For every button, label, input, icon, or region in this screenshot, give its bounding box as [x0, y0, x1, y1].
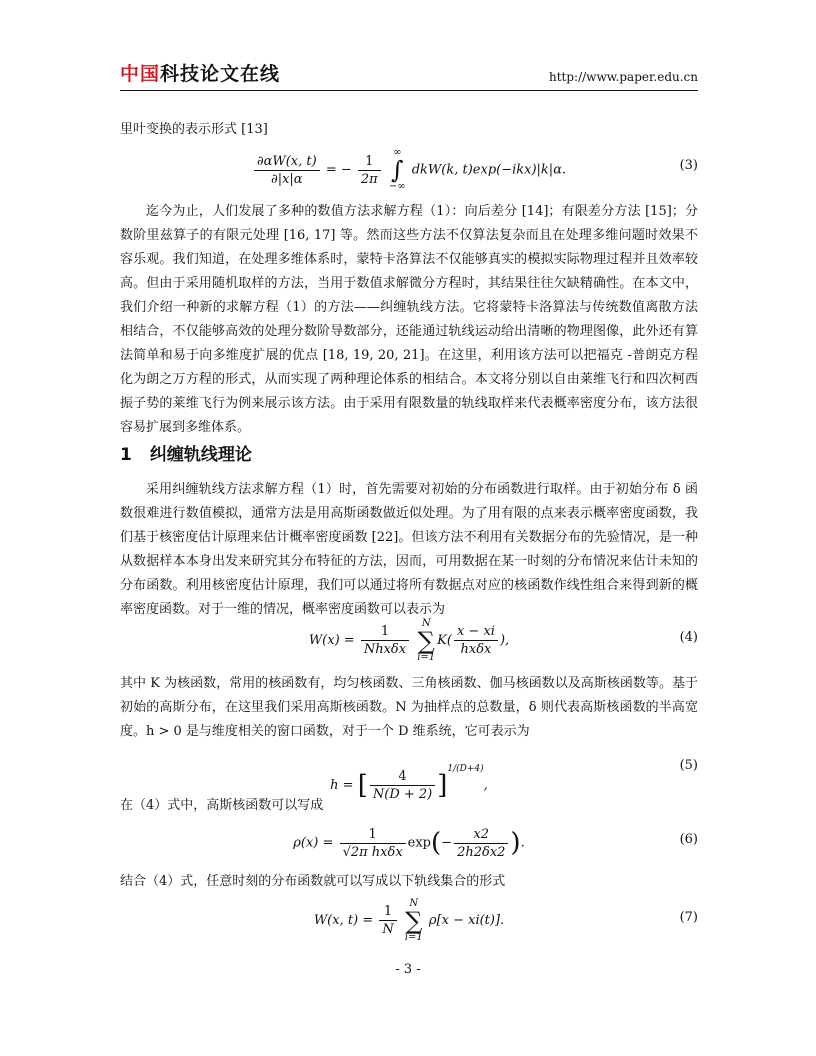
eq4-frac-numerator: 1	[361, 623, 409, 641]
eq4-kernel: K(	[437, 633, 452, 648]
eq3-int-sub: −∞	[388, 181, 406, 192]
equation-3	[120, 148, 698, 192]
eq7-frac-numerator: 1	[379, 903, 396, 921]
eq4-kernel-numerator: x − xi	[454, 623, 498, 641]
logo-black-text: 科技论文在线	[160, 63, 281, 85]
equation-5: h = [ $\frac{4}{N(D + 2)}$ ]$^{1/(D+4)}$, (5)	[330, 758, 698, 802]
eq3-lhs-numerator: ∂αW(x, t)	[254, 153, 320, 171]
eq7-sum-top: N	[409, 897, 419, 909]
eq3-number: (3)	[679, 158, 698, 173]
eq7-lhs: W(x, t) =	[313, 913, 374, 928]
paragraph-kernel-types: 其中 K 为核函数，常用的核函数有，均匀核函数、三角核函数、伽马核函数以及高斯核函数等。基于初始的高斯分布，在这里我们采用高斯核函数。N 为抽样点的总数量，δ 则代表高斯核函数的半高宽度。h > 0 是与维度相关的窗口函数，对于一个 D 维系统，它可表示为	[120, 676, 698, 739]
eq3-int-sup: ∞	[393, 147, 402, 158]
eq3-frac-denominator: 2π	[360, 171, 378, 187]
eq4-sum-symbol: ∑	[417, 626, 435, 655]
eq4-number: (4)	[679, 630, 698, 645]
eq7-number: (7)	[679, 910, 698, 925]
paragraph-intro-tail: 里叶变换的表示形式 [13]	[120, 122, 268, 137]
page-number: - 3 -	[395, 962, 421, 977]
eq6-end: .	[520, 835, 525, 851]
eq6-frac-numerator: 1	[340, 826, 406, 844]
journal-logo	[120, 62, 280, 86]
eq5-exponent: 1/(D+4)	[447, 764, 484, 774]
section-heading	[120, 440, 252, 465]
paragraph-trajectory-ensemble-intro: 结合（4）式，任意时刻的分布函数就可以写成以下轨线集合的形式	[120, 874, 506, 889]
eq5-number: (5)	[679, 758, 698, 773]
eq6-minus: −	[441, 835, 453, 851]
eq4-end: ),	[499, 633, 510, 648]
eq6-number: (6)	[679, 832, 698, 847]
paragraph-kernel-density: 采用纠缠轨线方法求解方程（1）时，首先需要对初始的分布函数进行取样。由于初始分布 δ 函数很难进行数值模拟，通常方法是用高斯函数做近似处理。为了用有限的点来表示概率密度函数，我们基于核密度估计原理来估计概率密度函数 [22]。但该方法不利用有关数据分布的先验情况，是一种从数据样本本身出发来研究其分布特征的方法，因而，可用数据在某一时刻的分布情况来估计未知的分布函数。利用核密度估计原理，我们可以通过将所有数据点对应的核函数作线性组合来得到新的概率密度函数。对于一维的情况，概率密度函数可以表示为	[120, 482, 698, 617]
paragraph-methods-overview: 迄今为止，人们发展了多种的数值方法求解方程（1）：向后差分 [14]；有限差分方法 [15]；分数阶里兹算子的有限元处理 [16, 17] 等。然而这些方法不仅算法复杂而且在处理多维问题时效果不容乐观。我们知道，在处理多维体系时，蒙特卡洛算法不仅能够真实的模拟实际物理过程并且效率较高。但由于采用随机取样的方法，当用于数值求解微分方程时，其结果往往欠缺精确性。在本文中，我们介绍一种新的求解方程（1）的方法——纠缠轨线方法。它将蒙特卡洛算法与传统数值离散方法相结合，不仅能够高效的处理分数阶导数部分，还能通过轨线运动给出清晰的物理图像，此外还有算法简单和易于向多维度扩展的优点 [18, 19, 20, 21]。在这里，利用该方法可以把福克 -普朗克方程化为朗之万方程的形式，从而实现了两种理论体系的相结合。本文将分别以自由莱维飞行和四次柯西振子势的莱维飞行为例来展示该方法。由于采用有限数量的轨线取样来代表概率密度分布，该方法很容易扩展到多维体系。	[120, 204, 698, 435]
eq5-frac-numerator: 4	[370, 768, 435, 786]
eq6-lhs: ρ(x) =	[293, 835, 334, 851]
eq4-frac-denominator: Nhxδx	[363, 642, 407, 657]
equation-6: ρ(x) = $\frac{1}{\text{√2π hxδx}}$ exp(− $\frac{x2}{2h2\delta x2}$ ). (6)	[293, 826, 698, 860]
eq5-end: ,	[483, 778, 488, 793]
eq3-frac-numerator: 1	[358, 153, 381, 171]
eq3-equals: = −	[325, 162, 352, 178]
eq7-sum-bottom: i=1	[404, 931, 423, 943]
header-url[interactable]: http://www.paper.edu.cn	[548, 70, 698, 84]
paragraph-gaussian-kernel-intro: 在（4）式中，高斯核函数可以写成	[120, 798, 324, 813]
section-number: 1	[120, 445, 132, 465]
section-title: 纠缠轨线理论	[149, 445, 252, 465]
eq4-kernel-denominator: hxδx	[460, 642, 492, 657]
eq7-sum-symbol: ∑	[405, 906, 423, 935]
eq5-frac-denominator: N(D + 2)	[372, 787, 433, 802]
eq5-lhs: h =	[330, 778, 354, 793]
eq4-lhs: W(x) =	[308, 633, 355, 648]
eq6-exp: exp	[407, 835, 432, 851]
eq4-sum-bottom: i=1	[417, 651, 436, 663]
eq7-frac-denominator: N	[382, 922, 394, 937]
eq6-gauss-denominator: 2h2δx2	[457, 844, 506, 860]
eq3-lhs-denominator: ∂|x|α	[270, 171, 303, 187]
eq6-gauss-numerator: x2	[454, 826, 508, 844]
eq3-integral: ∫	[390, 156, 404, 184]
eq7-rhs: ρ[x − xi(t)].	[428, 913, 505, 928]
eq6-frac-denominator: √2π hxδx	[342, 844, 403, 860]
header-rule	[120, 90, 698, 91]
equation-4	[120, 616, 698, 666]
logo-red-text: 中国	[120, 63, 161, 85]
page-header	[120, 62, 698, 90]
equation-7	[120, 896, 698, 946]
eq4-sum-top: N	[421, 617, 431, 629]
eq3-rhs: dkW(k, t)exp(−ikx)|k|α.	[411, 162, 567, 178]
